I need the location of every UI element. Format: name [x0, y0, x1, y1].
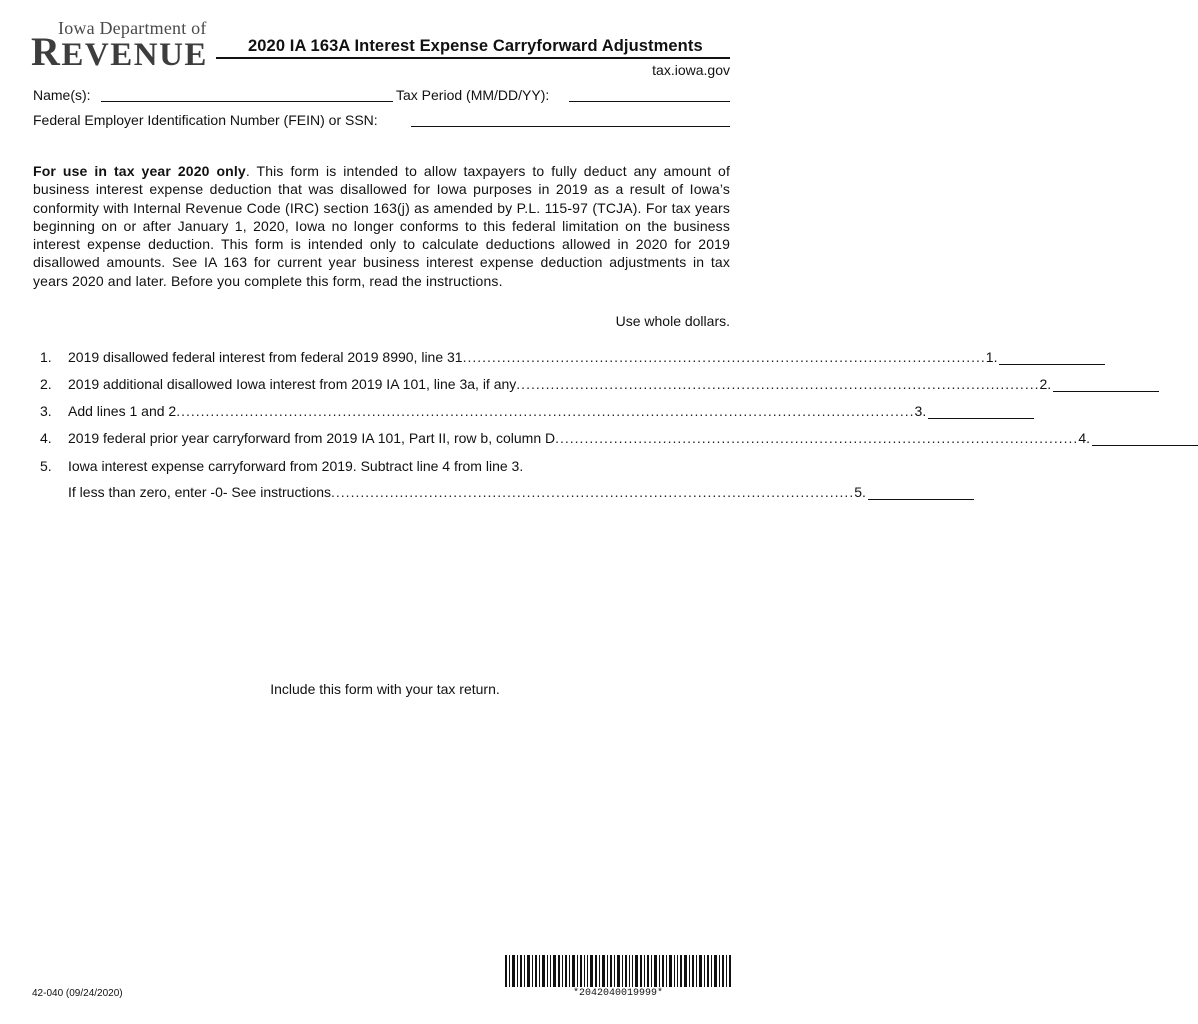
dot-leader: ........................................................................................................... [555, 430, 1079, 446]
dot-leader: ........................................................................................................... [331, 484, 855, 500]
line-description-continued: If less than zero, enter -0- See instructions [68, 484, 332, 500]
line-ref-number: 3. [914, 403, 927, 419]
line-5-amount-field[interactable] [868, 485, 974, 500]
dot-leader: ........................................................................................................... [516, 376, 1040, 392]
line-4-amount-field[interactable] [1092, 431, 1198, 446]
line-description: 2019 federal prior year carryforward from 2019 IA 101, Part II, row b, column D [68, 430, 556, 446]
website-link[interactable]: tax.iowa.gov [652, 62, 730, 78]
agency-logo-initial: R [31, 29, 62, 74]
line-ref-number: 5. [854, 484, 866, 500]
include-note: Include this form with your tax return. [270, 681, 500, 697]
title-rule [216, 57, 730, 59]
form-title: 2020 IA 163A Interest Expense Carryforward Adjustments [248, 37, 703, 55]
agency-logo-main [31, 28, 208, 75]
line-ref-number: 4. [1078, 430, 1090, 446]
agency-logo-rest: EVENUE [61, 37, 208, 73]
line-2-amount-field[interactable] [1053, 377, 1159, 392]
line-number: 1. [40, 349, 52, 365]
agency-logo-top: Iowa Department of [58, 18, 207, 38]
whole-dollars-note: Use whole dollars. [615, 313, 730, 329]
line-ref-number: 1. [985, 349, 998, 365]
tax-period-label: Tax Period (MM/DD/YY): [396, 87, 550, 103]
barcode-text: *2042040019999* [572, 988, 663, 999]
line-1-row [40, 345, 998, 365]
intro-text: . This form is intended to allow taxpayers to fully deduct any amount of business interest expense deduction that was disallowed for Iowa purposes in 2019 as a result of Iowa’s conformity with Internal Revenue Code (IRC) section 163(j) as amended by P.L. 115-97 (TCJA). For tax years beginning on or after January 1, 2020, Iowa no longer conforms to this federal limitation on the business interest expense deduction. This form is intended only to calculate deductions allowed in 2020 for 2019 disallowed amounts. See IA 163 for current year business interest expense deduction adjustments in tax years 2020 and later. Before you complete this form, read the instructions. [33, 163, 730, 289]
line-description: Iowa interest expense carryforward from 2019. Subtract line 4 from line 3. [68, 458, 524, 474]
names-label: Name(s): [33, 87, 91, 103]
line-number: 4. [40, 430, 52, 446]
line-2-row [40, 372, 1052, 392]
intro-paragraph [33, 162, 730, 290]
dot-leader: ........................................................................................................... [462, 349, 986, 365]
form-id: 42-040 (09/24/2020) [32, 988, 123, 999]
fein-label: Federal Employer Identification Number (FEIN) or SSN: [33, 112, 378, 128]
line-1-amount-field[interactable] [999, 350, 1105, 365]
fein-field[interactable] [411, 112, 730, 127]
line-number: 5. [40, 458, 52, 474]
tax-period-field[interactable] [569, 87, 730, 102]
line-3-row [40, 399, 927, 419]
line-description: 2019 additional disallowed Iowa interest from 2019 IA 101, line 3a, if any [68, 376, 517, 392]
line-number: 3. [40, 403, 52, 419]
line-5-continuation [68, 480, 866, 500]
line-3-amount-field[interactable] [928, 404, 1034, 419]
line-number: 2. [40, 376, 52, 392]
line-4-row [40, 426, 1090, 446]
line-5-row [40, 454, 730, 474]
dot-leader: ....................................................................................................................................................... [176, 403, 915, 419]
line-description: Add lines 1 and 2 [68, 403, 177, 419]
barcode-icon [505, 955, 731, 987]
line-description: 2019 disallowed federal interest from federal 2019 8990, line 31 [68, 349, 463, 365]
names-field[interactable] [101, 87, 393, 102]
intro-bold: For use in tax year 2020 only [33, 163, 246, 179]
line-ref-number: 2. [1039, 376, 1052, 392]
